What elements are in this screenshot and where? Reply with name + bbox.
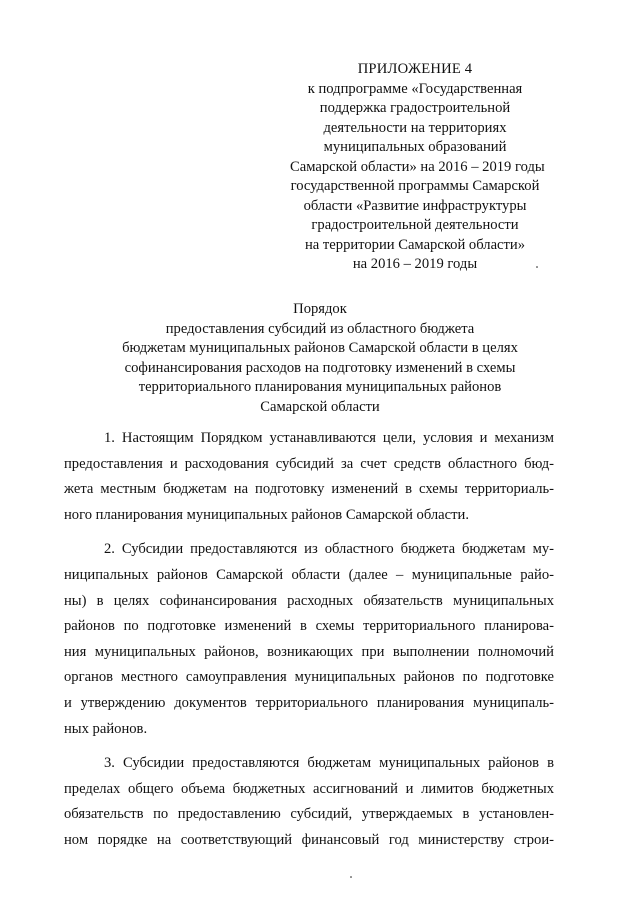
paragraph-line: органов местного самоуправления муниципальных районов по подготовке	[64, 669, 554, 686]
paragraph-3	[64, 751, 554, 853]
annex-line: на территории Самарской области»	[304, 236, 526, 253]
document-title	[80, 300, 560, 417]
document-body	[64, 426, 554, 863]
annex-heading	[290, 60, 545, 275]
paragraph-line: и утверждению документов территориального планирования муниципаль-	[64, 694, 554, 711]
paragraph-line: ных районов.	[64, 720, 148, 737]
scan-speck	[350, 876, 352, 878]
paragraph-line: жета местным бюджетам на подготовку изменений в схемы территориаль-	[64, 481, 554, 498]
paragraph-line: 1. Настоящим Порядком устанавливаются цели, условия и механизм	[104, 430, 554, 446]
paragraph-line: ном порядке на соответствующий финансовый год министерству строи-	[64, 831, 554, 848]
paragraph-line: пределах общего объема бюджетных ассигнований и лимитов бюджетных	[64, 780, 554, 797]
annex-line: на 2016 – 2019 годы	[352, 256, 478, 272]
paragraph-line: 3. Субсидии предоставляются бюджетам муниципальных районов в	[104, 755, 554, 772]
paragraph-line: 2. Субсидии предоставляются из областного бюджета бюджетам му-	[104, 541, 554, 558]
annex-line: государственной программы Самарской	[290, 178, 540, 194]
scan-speck	[536, 266, 538, 268]
annex-line: области «Развитие инфраструктуры	[303, 197, 527, 214]
annex-line: поддержка градостроительной	[319, 100, 511, 116]
paragraph-line: предоставления и расходования субсидий за счет средств областного бюд-	[64, 455, 554, 472]
title-line: Порядок	[293, 301, 347, 317]
annex-line: муниципальных образований	[323, 139, 507, 155]
paragraph-line: ного планирования муниципальных районов Самарской области.	[64, 506, 469, 523]
title-line: бюджетам муниципальных районов Самарской области в целях	[122, 340, 518, 356]
title-line: софинансирования расходов на подготовку изменений в схемы	[124, 359, 516, 376]
paragraph-line: ниципальных районов Самарской области (далее – муниципальные райо-	[64, 566, 554, 583]
annex-line: градостроительной деятельности	[311, 217, 519, 233]
paragraph-line: районов по подготовке изменений в схемы территориального планирова-	[64, 618, 554, 635]
paragraph-1	[64, 426, 554, 528]
paragraph-line: ны) в целях софинансирования расходных обязательств муниципальных	[64, 592, 554, 609]
title-line: Самарской области	[260, 398, 380, 415]
title-line: предоставления субсидий из областного бюджета	[165, 320, 475, 337]
annex-line: Самарской области» на 2016 – 2019 годы	[290, 158, 545, 175]
annex-line: деятельности на территориях	[323, 119, 507, 136]
paragraph-line: ния муниципальных районов, возникающих при выполнении полномочий	[64, 643, 554, 660]
title-line: территориального планирования муниципальных районов	[138, 379, 502, 395]
paragraph-line: обязательств по предоставлению субсидий, утверждаемых в установлен-	[64, 806, 554, 823]
annex-title: ПРИЛОЖЕНИЕ 4	[357, 61, 473, 77]
annex-line: к подпрограмме «Государственная	[307, 80, 523, 97]
paragraph-2	[64, 537, 554, 742]
